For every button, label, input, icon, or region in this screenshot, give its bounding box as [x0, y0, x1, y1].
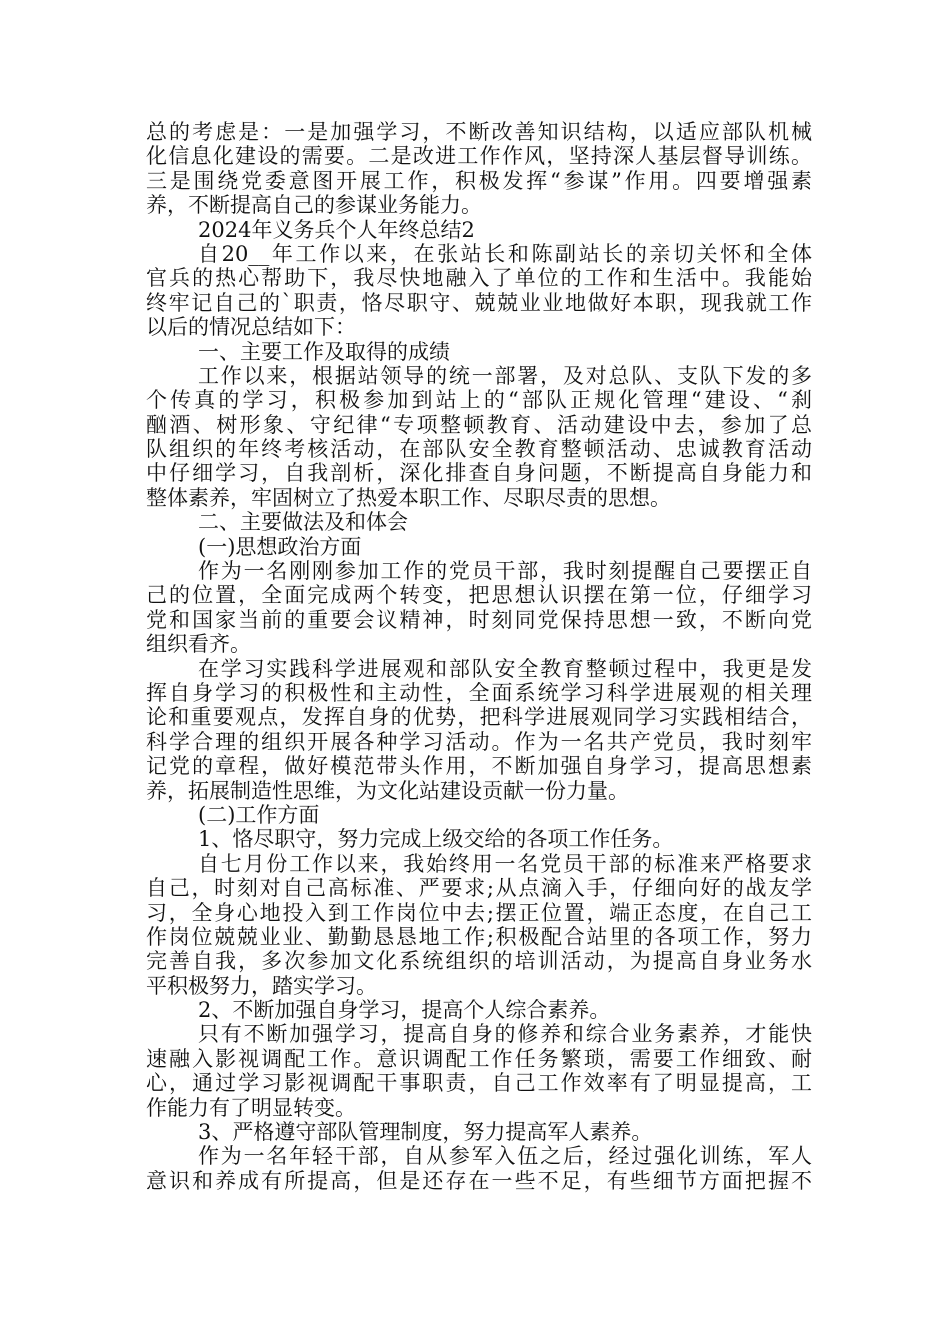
text-line: 作岗位兢兢业业、勤勤恳恳地工作;积极配合站里的各项工作，努力 — [146, 924, 812, 949]
text-line: 三是围绕党委意图开展工作，积极发挥“参谋”作用。四要增强素 — [146, 168, 812, 193]
text-line: 1、恪尽职守，努力完成上级交给的各项工作任务。 — [198, 827, 674, 852]
text-line: 终牢记自己的`职责，恪尽职守、兢兢业业地做好本职，现我就工作 — [146, 290, 812, 315]
text-line: 2、不断加强自身学习，提高个人综合素养。 — [198, 998, 611, 1023]
text-line: 心，通过学习影视调配干事职责，自己工作效率有了明显提高，工 — [146, 1071, 812, 1096]
text-line: 意识和养成有所提高，但是还存在一些不足，有些细节方面把握不 — [146, 1168, 812, 1193]
text-line: 科学合理的组织开展各种学习活动。作为一名共产党员，我时刻牢 — [146, 729, 812, 754]
text-line: 在学习实践科学进展观和部队安全教育整顿过程中，我更是发 — [198, 656, 812, 681]
text-line: 自20__年工作以来，在张站长和陈副站长的亲切关怀和全体 — [198, 241, 812, 266]
text-line: 官兵的热心帮助下，我尽快地融入了单位的工作和生活中。我能始 — [146, 266, 812, 291]
text-line: 酗酒、树形象、守纪律“专项整顿教育、活动建设中去，参加了总 — [146, 412, 812, 437]
document-body — [146, 120, 812, 1193]
text-line: 个传真的学习，积极参加到站上的“部队正规化管理“建设、“刹 — [146, 388, 812, 413]
text-line: 习，全身心地投入到工作岗位中去;摆正位置，端正态度，在自己工 — [146, 900, 812, 925]
text-line: 养，不断提高自己的参谋业务能力。 — [146, 193, 482, 218]
text-line: 自己，时刻对自己高标准、严要求;从点滴入手，仔细向好的战友学 — [146, 876, 812, 901]
text-line: (一)思想政治方面 — [198, 534, 362, 559]
text-line: 队组织的年终考核活动，在部队安全教育整顿活动、忠诚教育活动 — [146, 437, 812, 462]
text-line: 组织看齐。 — [146, 632, 251, 657]
text-line: 只有不断加强学习，提高自身的修养和综合业务素养，才能快 — [198, 1022, 812, 1047]
text-line: 总的考虑是：一是加强学习，不断改善知识结构，以适应部队机械 — [146, 120, 812, 144]
text-line: 3、严格遵守部队管理制度，努力提高军人素养。 — [198, 1120, 653, 1145]
text-line: 作为一名刚刚参加工作的党员干部，我时刻提醒自己要摆正自 — [198, 559, 812, 584]
text-line: 作能力有了明显转变。 — [146, 1095, 356, 1120]
text-line: 工作以来，根据站领导的统一部署，及对总队、支队下发的多 — [198, 363, 812, 388]
text-line: 2024年义务兵个人年终总结2 — [198, 217, 475, 242]
text-line: 以后的情况总结如下： — [146, 315, 356, 340]
text-line: 平积极努力，踏实学习。 — [146, 973, 377, 998]
text-line: 化信息化建设的需要。二是改进工作作风，坚持深人基层督导训练。 — [146, 144, 812, 169]
text-line: 记党的章程，做好模范带头作用，不断加强自身学习，提高思想素 — [146, 754, 812, 779]
text-line: 二、主要做法及和体会 — [198, 510, 408, 535]
text-line: (二)工作方面 — [198, 802, 320, 827]
text-line: 养，拓展制造性思维，为文化站建设贡献一份力量。 — [146, 778, 629, 803]
text-line: 完善自我，多次参加文化系统组织的培训活动，为提高自身业务水 — [146, 949, 812, 974]
text-line: 挥自身学习的积极性和主动性，全面系统学习科学进展观的相关理 — [146, 680, 812, 705]
text-line: 党和国家当前的重要会议精神，时刻同党保持思想一致，不断向党 — [146, 607, 812, 632]
text-line: 作为一名年轻干部，自从参军入伍之后，经过强化训练，军人 — [198, 1144, 812, 1169]
text-line: 己的位置，全面完成两个转变，把思想认识摆在第一位，仔细学习 — [146, 583, 812, 608]
text-line: 整体素养，牢固树立了热爱本职工作、尽职尽责的思想。 — [146, 485, 671, 510]
text-line: 自七月份工作以来，我始终用一名党员干部的标准来严格要求 — [198, 851, 812, 876]
text-line: 中仔细学习，自我剖析，深化排查自身问题，不断提高自身能力和 — [146, 461, 812, 486]
text-line: 速融入影视调配工作。意识调配工作任务繁琐，需要工作细致、耐 — [146, 1046, 812, 1071]
text-line: 论和重要观点，发挥自身的优势，把科学进展观同学习实践相结合， — [146, 705, 812, 730]
text-line: 一、主要工作及取得的成绩 — [198, 339, 450, 364]
